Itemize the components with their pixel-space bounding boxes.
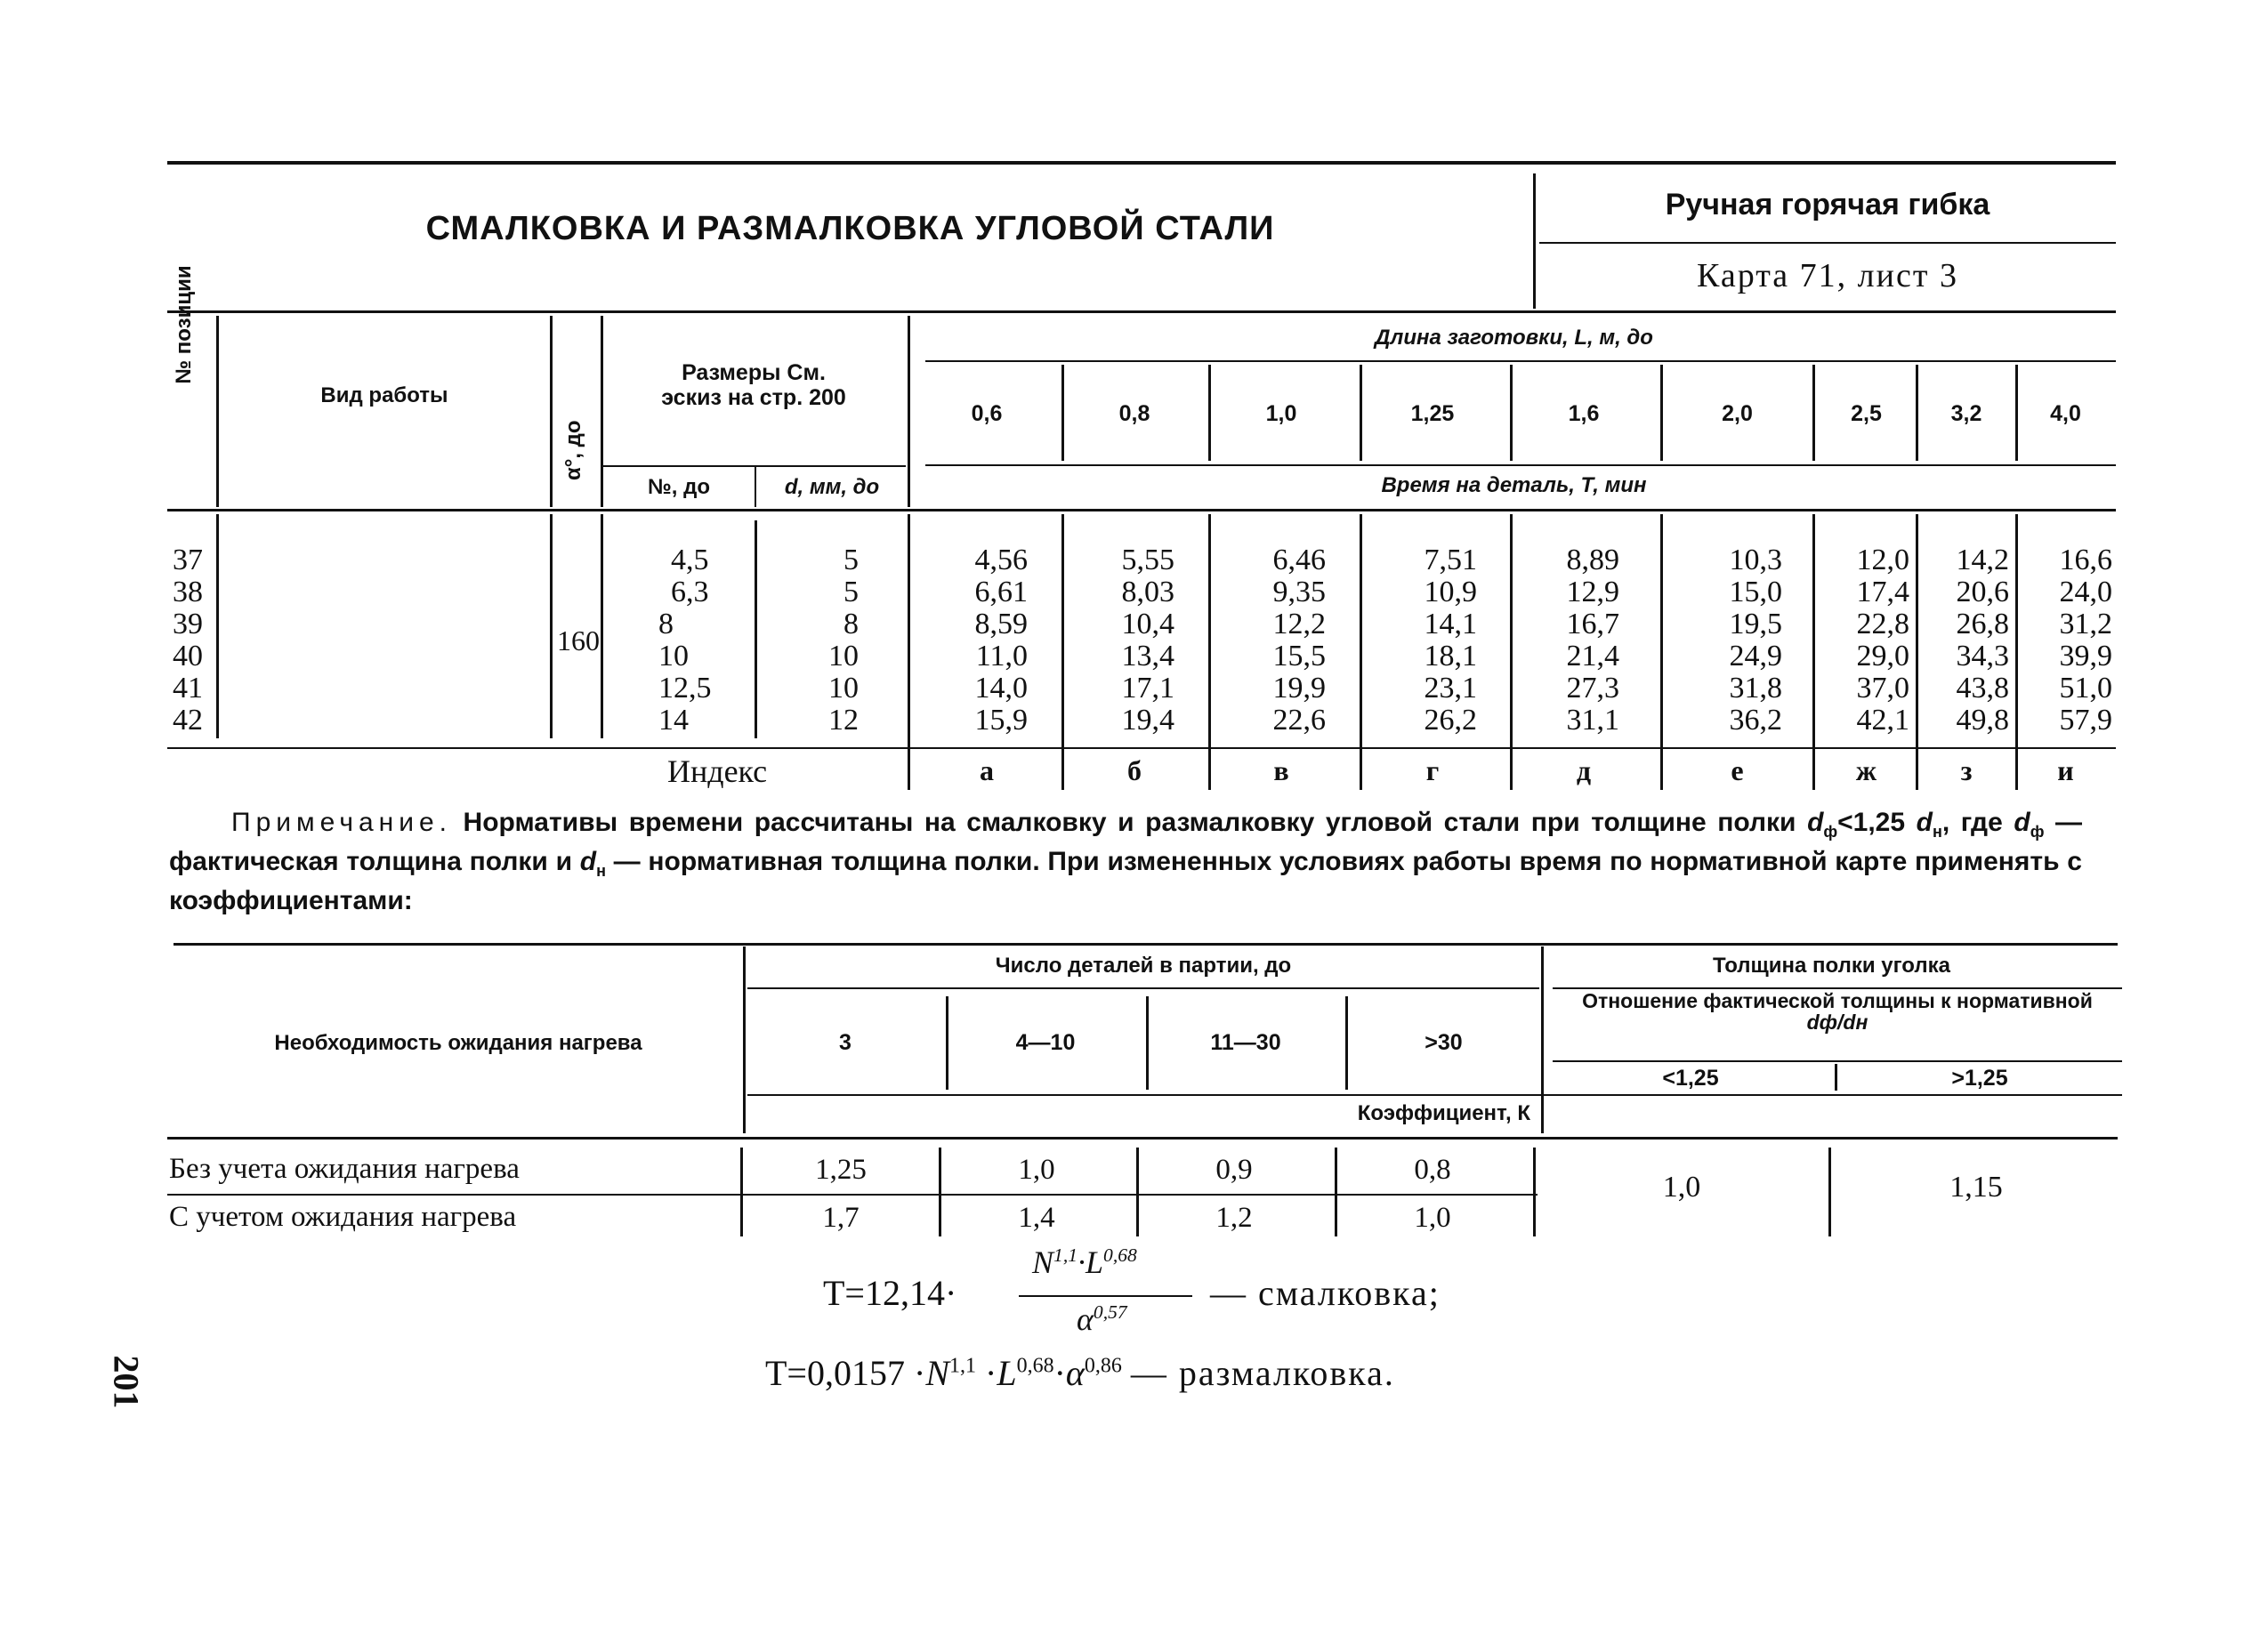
index-v: в xyxy=(1273,753,1289,786)
note-paragraph xyxy=(169,808,2082,916)
row-vline-4 xyxy=(1533,1148,1536,1236)
formula-2 xyxy=(765,1352,1395,1394)
position-42: 42 xyxy=(173,704,203,737)
note-text-2: , где xyxy=(1941,808,2014,837)
time-value: 31,2 xyxy=(2059,608,2112,640)
ratio-value-less: 1,0 xyxy=(1662,1171,1701,1204)
parts-rule xyxy=(747,987,1539,989)
length-header: Длина заготовки, L, м, до xyxy=(1375,326,1653,350)
row-vline-2 xyxy=(1136,1148,1139,1236)
alpha-header: α°, до xyxy=(561,420,585,480)
formula-1-n-exp: 1,1 xyxy=(1053,1244,1078,1266)
time-value: 42,1 xyxy=(1856,704,1909,737)
index-zh: ж xyxy=(1855,753,1877,786)
time-col-2 xyxy=(1228,544,1326,737)
time-value: 26,8 xyxy=(1956,608,2009,640)
parts-over-30: >30 xyxy=(1425,1030,1463,1055)
n-value: 4,5 xyxy=(671,544,709,576)
note-cond-b-sub: н xyxy=(1932,823,1942,841)
len-sep-1 xyxy=(1061,365,1064,461)
parts-sep-1 xyxy=(946,996,948,1090)
time-value: 8,89 xyxy=(1566,544,1619,576)
coef-value: 1,4 xyxy=(1018,1201,1055,1234)
time-value: 21,4 xyxy=(1566,640,1619,672)
note-d-f: d xyxy=(2014,808,2030,837)
time-value: 17,4 xyxy=(1856,576,1909,608)
time-value: 57,9 xyxy=(2059,704,2112,737)
time-value: 49,8 xyxy=(1956,704,2009,737)
ratio-rule xyxy=(1553,1060,2122,1062)
time-col-5 xyxy=(1686,544,1782,737)
time-value: 39,9 xyxy=(2059,640,2112,672)
coef-row-header: Необходимость ожидания нагрева xyxy=(274,1030,642,1055)
time-value: 6,61 xyxy=(974,576,1028,608)
length-7: 3,2 xyxy=(1950,400,1982,426)
n-value: 14 xyxy=(658,704,689,737)
time-value: 12,0 xyxy=(1856,544,1909,576)
note-text-4: — нормативная толщина полки. При измененных условиях работы время по нормативной карте применять с коэффициентами: xyxy=(169,847,2082,915)
formula-1-dot: · xyxy=(1078,1244,1086,1280)
time-value: 14,1 xyxy=(1424,608,1477,640)
table-header-bottom-rule xyxy=(167,509,2116,511)
index-g: г xyxy=(1425,753,1440,786)
vline-pos xyxy=(216,316,219,507)
length-2: 1,0 xyxy=(1265,400,1297,426)
time-value: 14,0 xyxy=(974,672,1028,705)
parts-4-10: 4—10 xyxy=(1015,1030,1076,1055)
body-vline-pos xyxy=(216,514,219,738)
row-vline-3 xyxy=(1335,1148,1337,1236)
time-value: 16,7 xyxy=(1566,608,1619,640)
time-value: 12,2 xyxy=(1272,608,1326,640)
work-type: Ручная горячая гибка xyxy=(1665,188,1990,221)
time-value: 34,3 xyxy=(1956,640,2009,672)
d-value: 5 xyxy=(843,576,859,608)
sizes-header: Размеры См. эскиз на стр. 200 xyxy=(661,360,846,410)
time-col-0 xyxy=(925,544,1028,737)
time-value: 24,9 xyxy=(1729,640,1782,672)
page-title: СМАЛКОВКА И РАЗМАЛКОВКА УГЛОВОЙ СТАЛИ xyxy=(425,210,1275,247)
parts-11-30: 11—30 xyxy=(1210,1030,1281,1055)
ratio-header xyxy=(1553,990,2122,1033)
length-5: 2,0 xyxy=(1722,400,1753,426)
coef-value: 1,25 xyxy=(815,1153,867,1186)
time-value: 31,8 xyxy=(1729,672,1782,705)
d-value: 8 xyxy=(843,608,859,640)
row-separator xyxy=(167,1194,1538,1196)
length-1: 0,8 xyxy=(1118,400,1150,426)
work-kind-header: Вид работы xyxy=(320,383,448,407)
time-col-4 xyxy=(1517,544,1619,737)
length-3: 1,25 xyxy=(1410,400,1455,426)
d-header: d, мм, до xyxy=(784,475,880,499)
time-value: 9,35 xyxy=(1272,576,1326,608)
formula-2-l-exp: 0,68 xyxy=(1016,1354,1054,1378)
time-value: 22,6 xyxy=(1272,704,1326,737)
n-header: №, до xyxy=(648,475,710,499)
time-value: 4,56 xyxy=(974,544,1028,576)
parts-sep-2 xyxy=(1146,996,1149,1090)
index-d: д xyxy=(1576,753,1592,786)
time-value: 15,9 xyxy=(974,704,1028,737)
time-col-1 xyxy=(1077,544,1174,737)
index-b: б xyxy=(1127,753,1142,786)
time-col-6 xyxy=(1815,544,1909,737)
position-list xyxy=(160,544,203,737)
n-list xyxy=(658,544,712,737)
body-vline-n xyxy=(755,520,757,738)
time-value: 16,6 xyxy=(2059,544,2112,576)
time-value: 36,2 xyxy=(1729,704,1782,737)
time-value: 12,9 xyxy=(1566,576,1619,608)
parts-sep-3 xyxy=(1345,996,1348,1090)
time-value: 31,1 xyxy=(1566,704,1619,737)
position-38: 38 xyxy=(173,576,203,608)
formula-1-n: N xyxy=(1032,1244,1054,1280)
time-value: 6,46 xyxy=(1272,544,1326,576)
len-sep-7 xyxy=(1916,365,1918,461)
position-40: 40 xyxy=(173,640,203,672)
formula-1-alpha: α xyxy=(1077,1301,1094,1337)
time-value: 8,03 xyxy=(1121,576,1174,608)
len-sep-2 xyxy=(1208,365,1211,461)
time-value: 5,55 xyxy=(1121,544,1174,576)
d-value: 10 xyxy=(828,640,859,672)
time-value: 18,1 xyxy=(1424,640,1477,672)
time-value: 43,8 xyxy=(1956,672,2009,705)
coef-value: 0,8 xyxy=(1414,1153,1451,1186)
coef-top-rule xyxy=(174,943,2118,946)
formula-2-n-exp: 1,1 xyxy=(949,1354,976,1378)
time-value: 13,4 xyxy=(1121,640,1174,672)
note-d-n-sub: н xyxy=(596,862,606,880)
index-e: е xyxy=(1731,753,1744,786)
time-value: 14,2 xyxy=(1956,544,2009,576)
body-vline-work xyxy=(550,514,553,738)
coef-vline-mid xyxy=(1541,946,1544,1133)
formula-2-n: N xyxy=(925,1353,949,1393)
d-list xyxy=(765,544,859,737)
parts-header: Число деталей в партии, до xyxy=(995,954,1292,978)
index-rule xyxy=(167,747,2116,749)
formula-1-numerator xyxy=(1032,1244,1137,1281)
row-vline-0 xyxy=(740,1148,743,1236)
formula-2-rhs: — размалковка. xyxy=(1130,1353,1395,1393)
length-8: 4,0 xyxy=(2050,400,2081,426)
length-0: 0,6 xyxy=(971,400,1003,426)
formula-2-alpha: α xyxy=(1065,1353,1085,1393)
index-i: и xyxy=(2057,753,2074,786)
time-col-7 xyxy=(1920,544,2009,737)
time-value: 15,0 xyxy=(1729,576,1782,608)
time-header: Время на деталь, Т, мин xyxy=(1381,473,1647,497)
ratio-expr: dф/dн xyxy=(1806,1011,1868,1034)
time-value: 8,59 xyxy=(974,608,1028,640)
index-label: Индекс xyxy=(667,753,768,789)
note-cond-a: d xyxy=(1807,808,1824,837)
header-rule xyxy=(1539,242,2116,244)
time-value: 29,0 xyxy=(1856,640,1909,672)
note-d-f-sub: ф xyxy=(2030,823,2045,841)
position-41: 41 xyxy=(173,672,203,705)
d-value: 10 xyxy=(828,672,859,705)
time-value: 26,2 xyxy=(1424,704,1477,737)
len-sep-5 xyxy=(1660,365,1663,461)
formula-1-bar xyxy=(1019,1295,1192,1297)
formula-1-lhs: Т=12,14· xyxy=(823,1273,957,1313)
position-39: 39 xyxy=(173,608,203,640)
ratio-less: <1,25 xyxy=(1662,1065,1719,1091)
time-value: 17,1 xyxy=(1121,672,1174,705)
formula-1-l-exp: 0,68 xyxy=(1103,1244,1137,1266)
sizes-subdivider xyxy=(755,467,756,507)
coef-vline-left xyxy=(743,946,746,1133)
ratio-value-more: 1,15 xyxy=(1949,1171,2003,1204)
formula-1-alpha-exp: 0,57 xyxy=(1093,1301,1127,1323)
page-number: 201 xyxy=(106,1355,147,1409)
len-sep-4 xyxy=(1510,365,1513,461)
note-cond-b: d xyxy=(1916,808,1933,837)
time-value: 10,4 xyxy=(1121,608,1174,640)
formula-1-l: L xyxy=(1086,1244,1104,1280)
len-sep-6 xyxy=(1812,365,1815,461)
note-cond-a-sub: ф xyxy=(1823,823,1838,841)
ratio-header-text: Отношение фактической толщины к нормативной xyxy=(1582,989,2093,1012)
note-d-n: d xyxy=(579,847,597,876)
header-divider xyxy=(1533,173,1536,309)
formula-2-dot-1: · xyxy=(976,1353,997,1393)
coef-header-bottom-rule xyxy=(167,1137,2118,1140)
note-text-1: Нормативы времени рассчитаны на смалковку и размалковку угловой стали при толщине полки xyxy=(451,808,1808,837)
length-6: 2,5 xyxy=(1851,400,1882,426)
index-z: з xyxy=(1960,753,1973,786)
time-value: 11,0 xyxy=(975,640,1028,672)
formula-2-dot-2: · xyxy=(1053,1353,1066,1393)
time-value: 19,4 xyxy=(1121,704,1174,737)
time-value: 15,5 xyxy=(1272,640,1326,672)
time-value: 20,6 xyxy=(1956,576,2009,608)
formula-2-lhs: Т=0,0157 · xyxy=(765,1353,926,1393)
time-value: 10,9 xyxy=(1424,576,1477,608)
row-no-wait-label: Без учета ожидания нагрева xyxy=(169,1153,520,1185)
formula-1-denominator xyxy=(1077,1301,1127,1338)
n-value: 6,3 xyxy=(671,576,709,608)
coef-value: 1,0 xyxy=(1018,1153,1055,1186)
header-bottom-rule xyxy=(167,310,2116,313)
coef-value: 1,2 xyxy=(1215,1201,1253,1234)
body-vline-alpha xyxy=(601,514,603,738)
time-col-3 xyxy=(1375,544,1477,737)
position-37: 37 xyxy=(173,544,203,576)
length-rule xyxy=(925,360,2116,362)
len-sep-3 xyxy=(1360,365,1362,461)
position-header: № позиции xyxy=(172,265,196,384)
d-value: 12 xyxy=(828,704,859,737)
length-4: 1,6 xyxy=(1568,400,1600,426)
parts-3: 3 xyxy=(839,1030,852,1055)
time-value: 37,0 xyxy=(1856,672,1909,705)
len-sep-8 xyxy=(2015,365,2018,461)
ratio-more: >1,25 xyxy=(1951,1065,2008,1091)
note-lead: Примечание. xyxy=(231,808,452,837)
ratio-sep xyxy=(1835,1064,1837,1091)
time-value: 24,0 xyxy=(2059,576,2112,608)
alpha-value: 160 xyxy=(557,624,600,656)
note-text-3: — фактическая толщина полки и xyxy=(169,808,2082,876)
time-value: 19,9 xyxy=(1272,672,1326,705)
time-col-8 xyxy=(2018,544,2112,737)
n-value: 12,5 xyxy=(658,672,712,705)
formula-2-l: L xyxy=(997,1353,1017,1393)
coef-value: 0,9 xyxy=(1215,1153,1253,1186)
d-value: 5 xyxy=(843,544,859,576)
n-value: 10 xyxy=(658,640,689,672)
time-value: 27,3 xyxy=(1566,672,1619,705)
time-value: 23,1 xyxy=(1424,672,1477,705)
time-value: 22,8 xyxy=(1856,608,1909,640)
vline-alpha xyxy=(601,316,603,507)
time-rule xyxy=(925,464,2116,466)
row-vline-5 xyxy=(1828,1148,1831,1236)
formula-1-rhs: — смалковка; xyxy=(1210,1273,1441,1313)
row-wait-label: С учетом ожидания нагрева xyxy=(169,1201,517,1233)
coef-value: 1,0 xyxy=(1414,1201,1451,1234)
time-value: 7,51 xyxy=(1424,544,1477,576)
top-rule xyxy=(167,161,2116,165)
formula-2-alpha-exp: 0,86 xyxy=(1084,1354,1122,1378)
coef-label: Коэффициент, К xyxy=(1357,1101,1530,1125)
time-value: 19,5 xyxy=(1729,608,1782,640)
n-value: 8 xyxy=(658,608,674,640)
vline-work xyxy=(550,316,553,507)
note-cond-op: <1,25 xyxy=(1837,808,1917,837)
index-a: а xyxy=(980,753,994,786)
thickness-header: Толщина полки уголка xyxy=(1713,954,1950,978)
coef-value: 1,7 xyxy=(822,1201,860,1234)
time-value: 51,0 xyxy=(2059,672,2112,705)
card-number: Карта 71, лист 3 xyxy=(1697,257,1958,294)
row-vline-1 xyxy=(939,1148,941,1236)
time-value: 10,3 xyxy=(1729,544,1782,576)
